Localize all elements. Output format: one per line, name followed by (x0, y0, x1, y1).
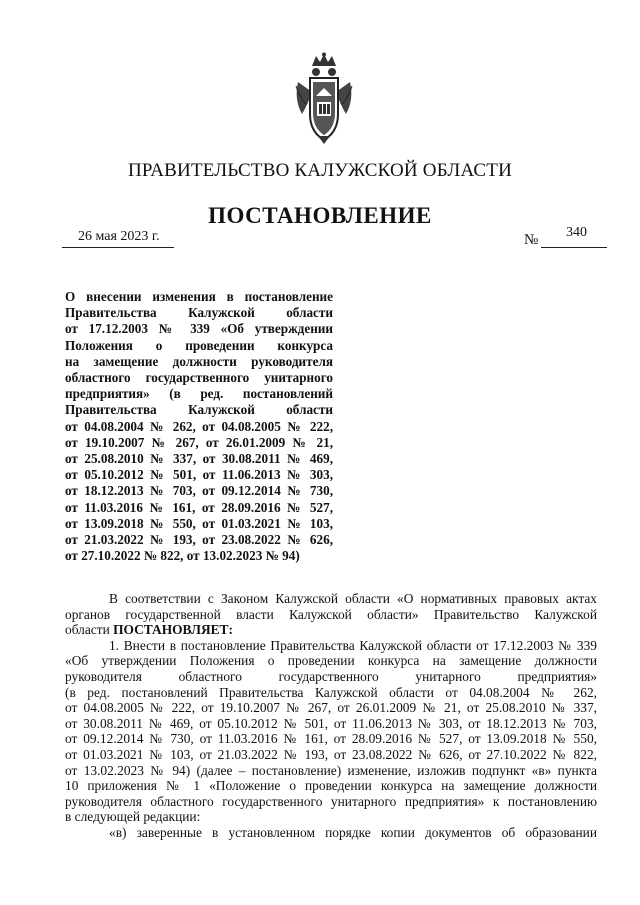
subject-line: от 27.10.2022 № 822, от 13.02.2023 № 94) (65, 548, 300, 564)
subject-line: предприятия» (в ред. постановлений (65, 386, 333, 402)
subject-line: от 04.08.2004 № 262, от 04.08.2005 № 222, (65, 418, 333, 434)
document-subject (65, 289, 333, 564)
subject-line: от 05.10.2012 № 501, от 11.06.2013 № 303, (65, 467, 333, 483)
body-line: руководителя областного государственного унитарного предприятия» (65, 668, 597, 684)
resolves-keyword: ПОСТАНОВЛЯЕТ: (113, 622, 233, 638)
subject-line: Правительства Калужской области (65, 305, 333, 321)
body-line: от 13.02.2023 № 94) (далее – постановление) изменение, изложив подпункт «в» пункта (65, 762, 597, 778)
number-underline (541, 247, 607, 248)
subject-line: от 19.10.2007 № 267, от 26.01.2009 № 21, (65, 434, 333, 450)
subject-line: на замещение должности руководителя (65, 353, 333, 369)
body-line: в следующей редакции: (65, 809, 201, 825)
subject-line: Правительства Калужской области (65, 402, 333, 418)
body-line (65, 622, 597, 638)
government-title: ПРАВИТЕЛЬСТВО КАЛУЖСКОЙ ОБЛАСТИ (127, 160, 513, 181)
body-line: «Об утверждении Положения о проведении конкурса на замещение должности (65, 653, 597, 669)
subject-line: от 25.08.2010 № 337, от 30.08.2011 № 469, (65, 451, 333, 467)
subject-line: О внесении изменения в постановление (65, 289, 333, 304)
document-date: 26 мая 2023 г. (78, 229, 160, 244)
body-line: «в) заверенные в установленном порядке копии документов об образовании (109, 824, 597, 840)
body-line: от 30.08.2011 № 469, от 05.10.2012 № 501, от 11.06.2013 № 303, от 18.12.2013 № 703, (65, 715, 597, 731)
body-line: В соответствии с Законом Калужской области «О нормативных правовых актах (109, 591, 597, 606)
subject-line: от 21.03.2022 № 193, от 23.08.2022 № 626, (65, 532, 333, 548)
subject-line: от 13.09.2018 № 550, от 01.03.2021 № 103, (65, 515, 333, 531)
body-line: от 04.08.2005 № 222, от 19.10.2007 № 267, от 26.01.2009 № 21, от 25.08.2010 № 337, (65, 700, 597, 716)
document-type-title: ПОСТАНОВЛЕНИЕ (208, 203, 432, 228)
body-line: (в ред. постановлений Правительства Калужской области от 04.08.2004 № 262, (65, 684, 597, 700)
subject-line: от 17.12.2003 № 339 «Об утверждении (65, 321, 333, 337)
document-number: 340 (566, 225, 587, 240)
subject-line: Положения о проведении конкурса (65, 337, 333, 353)
subject-line: от 18.12.2013 № 703, от 09.12.2014 № 730, (65, 483, 333, 499)
coat-of-arms-icon (292, 52, 356, 144)
body-line: 1. Внести в постановление Правительства Калужской области от 17.12.2003 № 339 (109, 637, 597, 653)
body-line: от 01.03.2021 № 103, от 21.03.2022 № 193, от 23.08.2022 № 626, от 27.10.2022 № 822, (65, 746, 597, 762)
body-line: руководителя областного государственного унитарного предприятия» к постановлению (65, 793, 597, 809)
body-line: 10 приложения № 1 «Положение о проведении конкурса на замещение должности (65, 778, 597, 794)
subject-line: от 11.03.2016 № 161, от 28.09.2016 № 527, (65, 499, 333, 515)
document-body (65, 591, 597, 841)
date-underline (62, 247, 174, 248)
body-text: области (65, 622, 114, 638)
body-line: органов государственной власти Калужской области» Правительство Калужской (65, 606, 597, 622)
subject-line: областного государственного унитарного (65, 370, 333, 386)
number-sign: № (524, 232, 539, 248)
body-line: от 09.12.2014 № 730, от 11.03.2016 № 161, от 28.09.2016 № 527, от 13.09.2018 № 550, (65, 731, 597, 747)
